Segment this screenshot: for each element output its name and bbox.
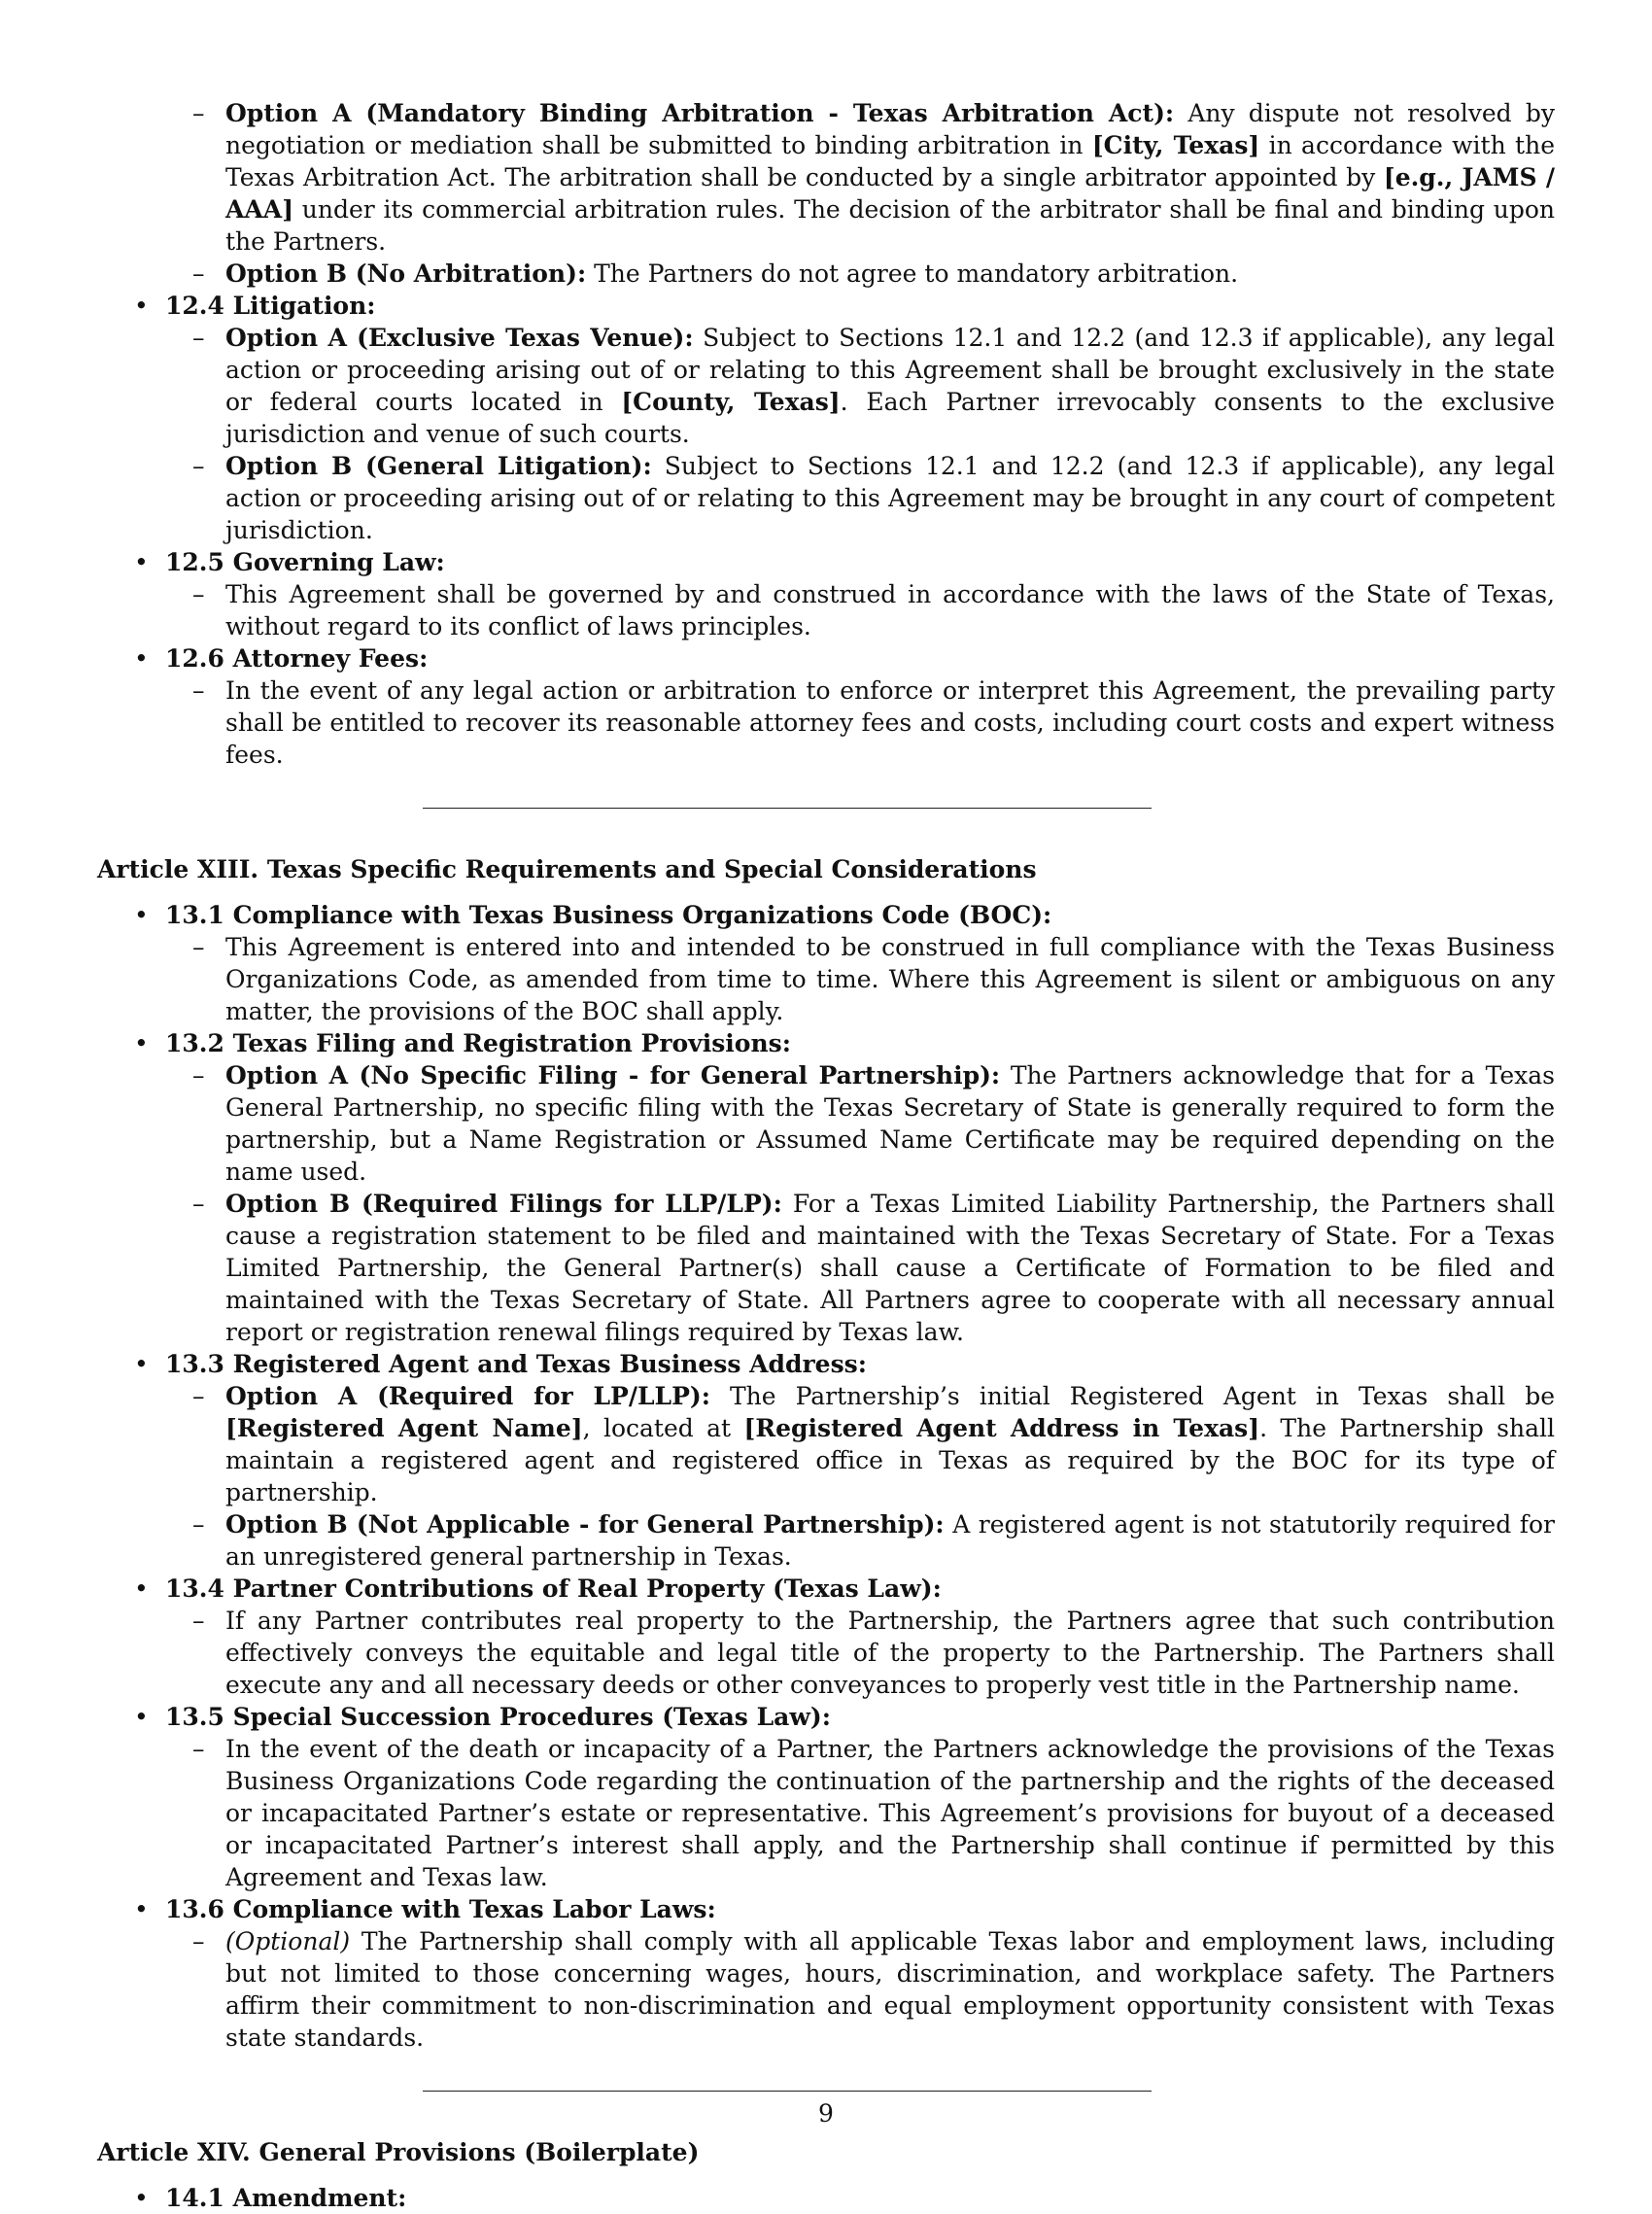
list-item: – (Optional) The Partnership shall comply with all applicable Texas labor and employment laws, including but not limited to those concerning wages, hours, discrimination, and workplace safety. The Partners affirm their commitment to non-discrimination and equal employment opportunity consistent with Texas state standards. (192, 1927, 1555, 2052)
list-item: – Option A (Required for LP/LLP): The Partnership’s initial Registered Agent in Texas shall be [Registered Agent Name], located at [Registered Agent Address in Texas]. The Partnership shall maintain a registered agent and registered office in Texas as required by the BOC for its type of partnership. (192, 1382, 1555, 1506)
dash-marker: – (192, 1927, 205, 1955)
section-13-6 (97, 1893, 1555, 2054)
arbitration-options-list (165, 97, 1555, 290)
section-heading: 13.6 Compliance with Texas Labor Laws: (165, 1895, 716, 1923)
option-label: Option A (Required for LP/LLP): (225, 1382, 710, 1410)
dash-marker: – (192, 259, 205, 288)
section-12-6 (97, 642, 1555, 771)
section-13-4 (97, 1573, 1555, 1701)
section-heading: 13.4 Partner Contributions of Real Property (Texas Law): (165, 1574, 942, 1603)
dash-marker: – (192, 99, 205, 127)
list-item: – Option B (General Litigation): Subject to Sections 12.1 and 12.2 (and 12.3 if applicable), any legal action or proceeding arising out of or relating to this Agreement may be brought in any court of competent jurisdiction. (192, 452, 1555, 544)
section-heading: 13.2 Texas Filing and Registration Provisions: (165, 1029, 791, 1057)
dash-marker: – (192, 1382, 205, 1410)
bullet-marker: • (134, 1574, 149, 1603)
section-14-1 (97, 2182, 1555, 2214)
placeholder-field: [County, Texas] (621, 388, 841, 416)
list-item: – Option A (Mandatory Binding Arbitration - Texas Arbitration Act): Any dispute not resolved by negotiation or mediation shall be submitted to binding arbitration in [City, Texas] in accordance with the Texas Arbitration Act. The arbitration shall be conducted by a single arbitrator appointed by [e.g., JAMS / AAA] under its commercial arbitration rules. The decision of the arbitrator shall be final and binding upon the Partners. (192, 99, 1555, 256)
section-heading: 12.5 Governing Law: (165, 548, 445, 576)
section-heading: 14.1 Amendment: (165, 2184, 407, 2212)
placeholder-field: [Registered Agent Address in Texas] (743, 1414, 1260, 1442)
dash-marker: – (192, 324, 205, 352)
list-item: – Option A (Exclusive Texas Venue): Subject to Sections 12.1 and 12.2 (and 12.3 if applicable), any legal action or proceeding arising out of or relating to this Agreement shall be brought exclusively in the state or federal courts located in [County, Texas]. Each Partner irrevocably consents to the exclusive jurisdiction and venue of such courts. (192, 324, 1555, 448)
dash-marker: – (192, 1607, 205, 1635)
dash-marker: – (192, 1190, 205, 1218)
bullet-marker: • (134, 1703, 149, 1731)
bullet-marker: • (134, 2184, 149, 2212)
section-heading: 13.1 Compliance with Texas Business Organizations Code (BOC): (165, 901, 1052, 929)
section-12-list (97, 290, 1555, 771)
dash-marker: – (192, 580, 205, 608)
option-label: Option B (Required Filings for LLP/LP): (225, 1190, 782, 1218)
optional-tag: (Optional) (225, 1927, 351, 1955)
section-heading: 12.4 Litigation: (165, 292, 376, 320)
option-label: Option A (Exclusive Texas Venue): (225, 324, 694, 352)
bullet-marker: • (134, 292, 149, 320)
bullet-marker: • (134, 644, 149, 673)
article-xiv-title: Article XIV. General Provisions (Boilerplate) (97, 2138, 700, 2166)
list-item: – Option B (Not Applicable - for General Partnership): A registered agent is not statutorily required for an unregistered general partnership in Texas. (192, 1510, 1555, 1571)
section-12-5 (97, 546, 1555, 642)
list-item: – In the event of the death or incapacity of a Partner, the Partners acknowledge the provisions of the Texas Business Organizations Code regarding the continuation of the partnership and the rights of the deceased or incapacitated Partner’s estate or representative. This Agreement’s provisions for buyout of a deceased or incapacitated Partner’s interest shall apply, and the Partnership shall continue if permitted by this Agreement and Texas law. (192, 1735, 1555, 1891)
page-number: 9 (818, 2099, 834, 2128)
section-14-list (97, 2182, 1555, 2214)
dash-marker: – (192, 452, 205, 480)
placeholder-field: [City, Texas] (1091, 131, 1260, 159)
option-label: Option B (General Litigation): (225, 452, 652, 480)
placeholder-field: [e.g., JAMS / AAA] (225, 163, 1555, 224)
dash-marker: – (192, 1510, 205, 1539)
list-item: – Option A (No Specific Filing - for General Partnership): The Partners acknowledge that for a Texas General Partnership, no specific filing with the Texas Secretary of State is generally required to form the partnership, but a Name Registration or Assumed Name Certificate may be required depending on the name used. (192, 1061, 1555, 1186)
list-item: – In the event of any legal action or arbitration to enforce or interpret this Agreement, the prevailing party shall be entitled to recover its reasonable attorney fees and costs, including court costs and expert witness fees. (192, 676, 1555, 769)
section-13-1 (97, 899, 1555, 1027)
placeholder-field: [Registered Agent Name] (225, 1414, 583, 1442)
dash-marker: – (192, 676, 205, 705)
section-12-4 (97, 290, 1555, 546)
section-13-list (97, 899, 1555, 2054)
list-item: – This Agreement is entered into and intended to be construed in full compliance with the Texas Business Organizations Code, as amended from time to time. Where this Agreement is silent or ambiguous on any matter, the provisions of the BOC shall apply. (192, 933, 1555, 1025)
section-13-5 (97, 1701, 1555, 1893)
section-divider (423, 2091, 1152, 2092)
section-heading: 13.3 Registered Agent and Texas Business Address: (165, 1350, 867, 1378)
article-xiii-title: Article XIII. Texas Specific Requirements and Special Considerations (97, 855, 1037, 883)
option-label: Option B (No Arbitration): (225, 259, 587, 288)
dash-marker: – (192, 1061, 205, 1090)
bullet-marker: • (134, 1895, 149, 1923)
list-item: – This Agreement shall be governed by and construed in accordance with the laws of the State of Texas, without regard to its conflict of laws principles. (192, 580, 1555, 640)
section-13-2 (97, 1027, 1555, 1348)
bullet-marker: • (134, 901, 149, 929)
document-body (97, 97, 1555, 2214)
section-divider (423, 808, 1152, 809)
list-item: – Option B (No Arbitration): The Partners do not agree to mandatory arbitration. (192, 259, 1239, 288)
bullet-marker: • (134, 1029, 149, 1057)
option-label: Option B (Not Applicable - for General Partnership): (225, 1510, 945, 1539)
bullet-marker: • (134, 1350, 149, 1378)
dash-marker: – (192, 1735, 205, 1763)
bullet-marker: • (134, 548, 149, 576)
dash-marker: – (192, 933, 205, 961)
option-label: Option A (Mandatory Binding Arbitration - Texas Arbitration Act): (225, 99, 1175, 127)
option-label: Option A (No Specific Filing - for General Partnership): (225, 1061, 1001, 1090)
section-13-3 (97, 1348, 1555, 1573)
list-item: – If any Partner contributes real property to the Partnership, the Partners agree that such contribution effectively conveys the equitable and legal title of the property to the Partnership. The Partners shall execute any and all necessary deeds or other conveyances to properly vest title in the Partnership name. (192, 1607, 1555, 1699)
section-heading: 12.6 Attorney Fees: (165, 644, 429, 673)
section-heading: 13.5 Special Succession Procedures (Texas Law): (165, 1703, 831, 1731)
list-item: – Option B (Required Filings for LLP/LP): For a Texas Limited Liability Partnership, the Partners shall cause a registration statement to be filed and maintained with the Texas Secretary of State. For a Texas Limited Partnership, the General Partner(s) shall cause a Certificate of Formation to be filed and maintained with the Texas Secretary of State. All Partners agree to cooperate with all necessary annual report or registration renewal filings required by Texas law. (192, 1190, 1555, 1346)
